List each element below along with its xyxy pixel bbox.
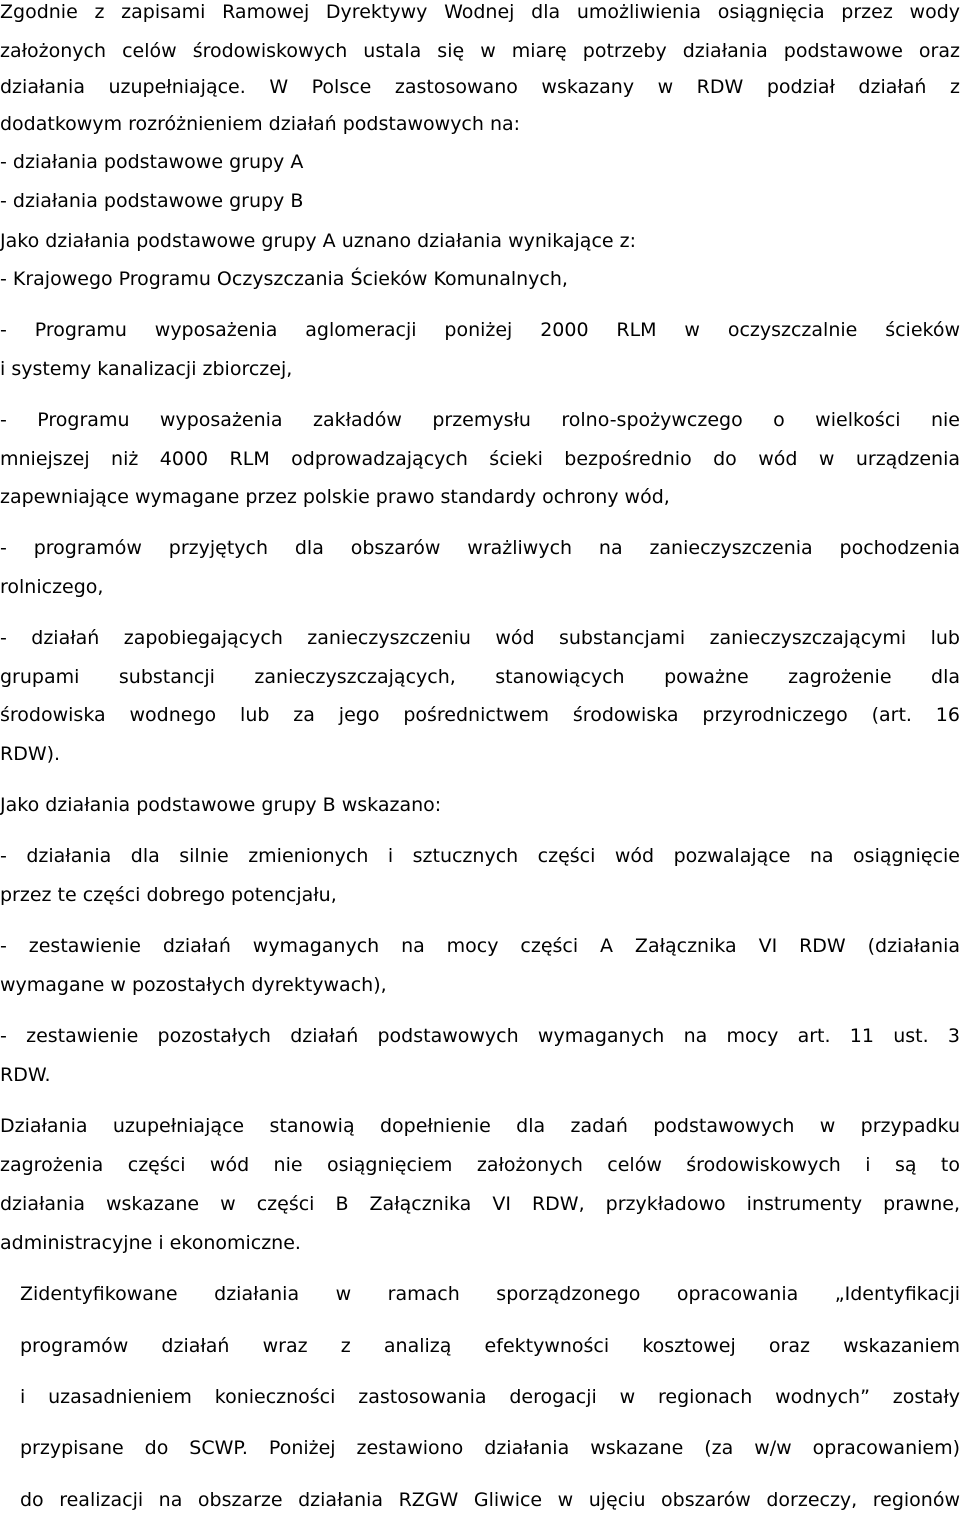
intro-line-4: dodatkowym rozróżnieniem działań podstawowych na: — [0, 113, 521, 135]
group-a-item-3-line-3: zapewniające wymagane przez polskie prawo standardy ochrony wód, — [0, 486, 670, 508]
intro-item-a: - działania podstawowe grupy A — [0, 151, 304, 173]
intro-line-1: Zgodnie z zapisami Ramowej Dyrektywy Wodnej dla umożliwienia osiągnięcia przez wody — [0, 1, 960, 23]
intro-item-b: - działania podstawowe grupy B — [0, 190, 304, 212]
closing-line-4: przypisane do SCWP. Poniżej zestawiono działania wskazane (za w/w opracowaniem) — [20, 1437, 960, 1459]
group-b-item-2-line-2: wymagane w pozostałych dyrektywach), — [0, 974, 387, 996]
closing-line-2: programów działań wraz z analizą efektywności kosztowej oraz wskazaniem — [20, 1335, 960, 1357]
group-a-item-5-line-1: - działań zapobiegających zanieczyszczeniu wód substancjami zanieczyszczającymi lub — [0, 627, 960, 649]
intro-line-3: działania uzupełniające. W Polsce zastosowano wskazany w RDW podział działań z — [0, 76, 960, 98]
group-a-item-1: - Krajowego Programu Oczyszczania Ścieków Komunalnych, — [0, 268, 568, 290]
group-a-item-2-line-2: i systemy kanalizacji zbiorczej, — [0, 358, 293, 380]
group-b-item-3-line-1: - zestawienie pozostałych działań podstawowych wymaganych na mocy art. 11 ust. 3 — [0, 1025, 960, 1047]
group-a-item-3-line-2: mniejszej niż 4000 RLM odprowadzających ścieki bezpośrednio do wód w urządzenia — [0, 448, 960, 470]
group-b-heading: Jako działania podstawowe grupy B wskazano: — [0, 794, 442, 816]
group-b-item-1-line-1: - działania dla silnie zmienionych i sztucznych części wód pozwalające na osiągnięcie — [0, 845, 960, 867]
group-a-item-4-line-1: - programów przyjętych dla obszarów wrażliwych na zanieczyszczenia pochodzenia — [0, 537, 960, 559]
group-a-heading: Jako działania podstawowe grupy A uznano działania wynikające z: — [0, 230, 636, 252]
supplementary-line-2: zagrożenia części wód nie osiągnięciem założonych celów środowiskowych i są to — [0, 1154, 960, 1176]
group-a-item-3-line-1: - Programu wyposażenia zakładów przemysłu rolno-spożywczego o wielkości nie — [0, 409, 960, 431]
group-b-item-1-line-2: przez te części dobrego potencjału, — [0, 884, 337, 906]
group-a-item-5-line-4: RDW). — [0, 743, 61, 765]
supplementary-line-1: Działania uzupełniające stanowią dopełnienie dla zadań podstawowych w przypadku — [0, 1115, 960, 1137]
intro-line-2: założonych celów środowiskowych ustala się w miarę potrzeby działania podstawowe oraz — [0, 40, 960, 62]
supplementary-line-3: działania wskazane w części B Załącznika VI RDW, przykładowo instrumenty prawne, — [0, 1193, 960, 1215]
group-b-item-3-line-2: RDW. — [0, 1064, 51, 1086]
group-a-item-5-line-2: grupami substancji zanieczyszczających, stanowiących poważne zagrożenie dla — [0, 666, 960, 688]
closing-line-3: i uzasadnieniem konieczności zastosowania derogacji w regionach wodnych” zostały — [20, 1386, 960, 1408]
closing-line-1: Zidentyfikowane działania w ramach sporządzonego opracowania „Identyfikacji — [20, 1283, 960, 1305]
group-b-item-2-line-1: - zestawienie działań wymaganych na mocy części A Załącznika VI RDW (działania — [0, 935, 960, 957]
group-a-item-5-line-3: środowiska wodnego lub za jego pośrednictwem środowiska przyrodniczego (art. 16 — [0, 704, 960, 726]
group-a-item-4-line-2: rolniczego, — [0, 576, 104, 598]
closing-line-5: do realizacji na obszarze działania RZGW Gliwice w ujęciu obszarów dorzeczy, regionów — [20, 1489, 960, 1511]
supplementary-line-4: administracyjne i ekonomiczne. — [0, 1232, 301, 1254]
group-a-item-2-line-1: - Programu wyposażenia aglomeracji poniżej 2000 RLM w oczyszczalnie ścieków — [0, 319, 960, 341]
